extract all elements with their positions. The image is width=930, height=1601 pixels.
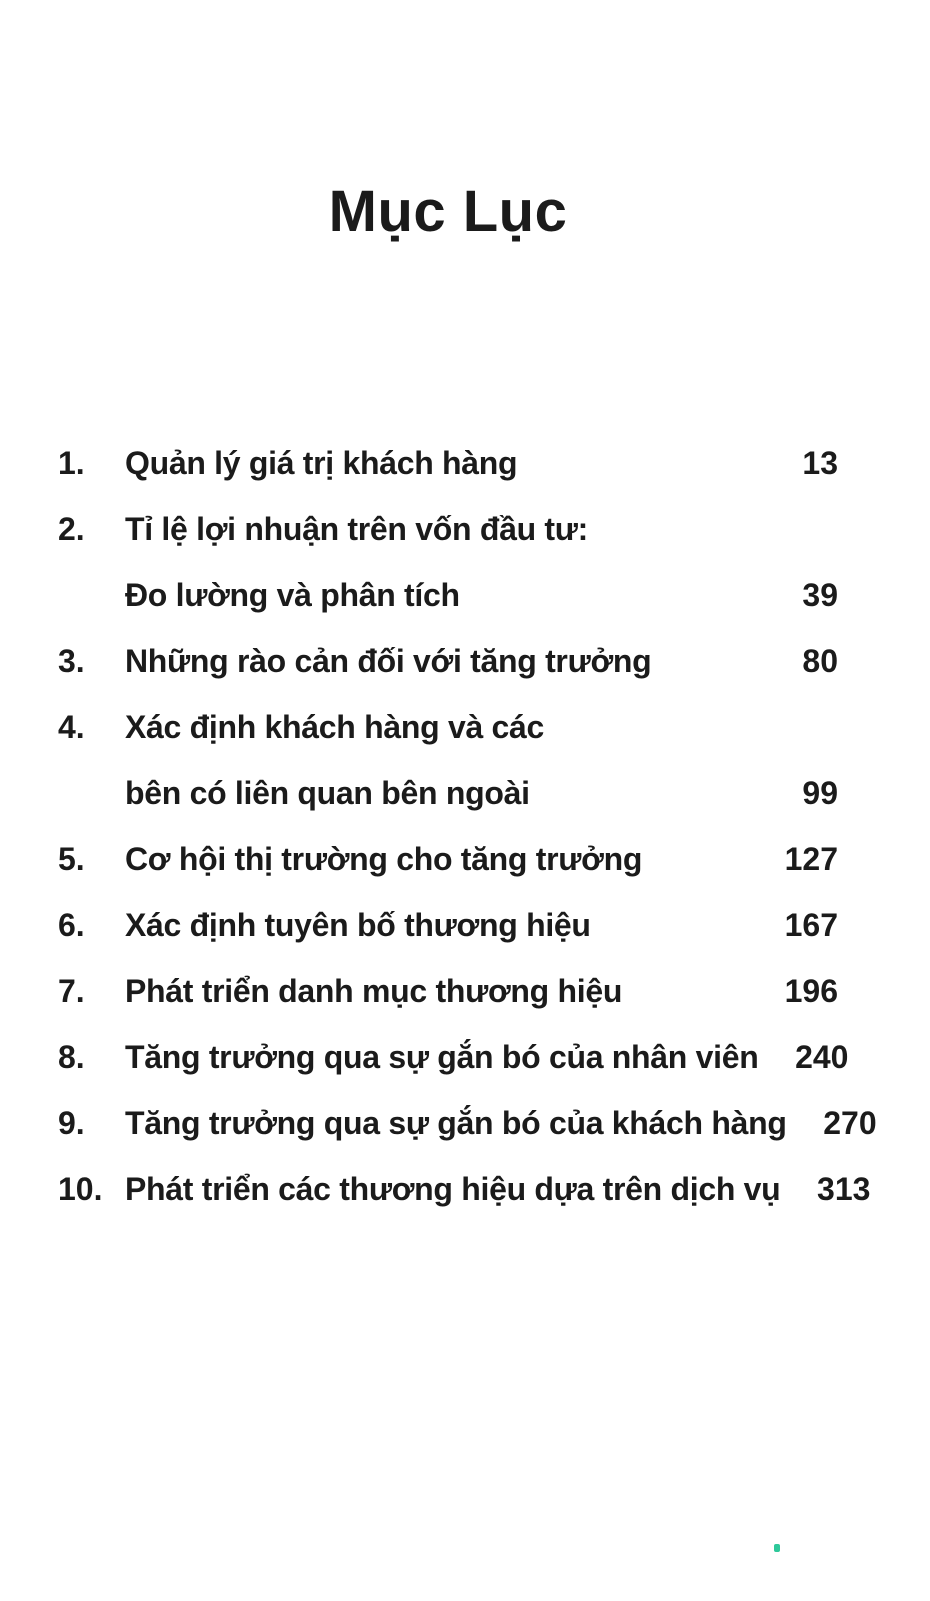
toc-entry-title: Cơ hội thị trường cho tăng trưởng xyxy=(125,841,643,877)
toc-row xyxy=(58,760,838,826)
toc-entry-number: 1. xyxy=(58,445,85,481)
toc-entry-page: 80 xyxy=(802,643,838,679)
toc-row xyxy=(58,496,838,562)
toc-entry-page: 313 xyxy=(817,1171,871,1207)
toc-row xyxy=(58,1024,849,1090)
toc-entry-title: Xác định khách hàng và các xyxy=(125,709,545,745)
toc-entry-number: 2. xyxy=(58,511,85,547)
toc-entry-page: 99 xyxy=(802,775,838,811)
toc-row xyxy=(58,628,838,694)
toc-entry-title: Tăng trưởng qua sự gắn bó của nhân viên xyxy=(125,1039,759,1075)
toc-entry-title: Quản lý giá trị khách hàng xyxy=(125,445,518,481)
toc-entry-title: Xác định tuyên bố thương hiệu xyxy=(125,907,591,943)
toc-entry-page: 39 xyxy=(802,577,838,613)
page-title: Mục Lục xyxy=(328,179,568,244)
toc-entry-page: 13 xyxy=(802,445,838,481)
toc-entry-page: 196 xyxy=(784,973,838,1009)
toc-entry-title: Những rào cản đối với tăng trưởng xyxy=(125,643,652,679)
toc-row xyxy=(58,958,838,1024)
scan-speck xyxy=(774,1544,780,1552)
toc-entry-number: 7. xyxy=(58,973,85,1009)
toc-row xyxy=(58,694,838,760)
toc-entry-title: Đo lường và phân tích xyxy=(125,577,460,613)
toc-entry-page xyxy=(748,496,838,562)
toc-entry-page: 127 xyxy=(784,841,838,877)
toc-entry-title: Phát triển danh mục thương hiệu xyxy=(125,973,623,1009)
toc-entry-number: 5. xyxy=(58,841,85,877)
toc-row xyxy=(58,562,838,628)
toc-entry-number: 8. xyxy=(58,1039,85,1075)
toc-row xyxy=(58,892,838,958)
toc-entry-title: Tăng trưởng qua sự gắn bó của khách hàng xyxy=(125,1105,787,1141)
toc-entry-page: 167 xyxy=(784,907,838,943)
toc-entry-number: 6. xyxy=(58,907,85,943)
toc-entry-number: 10. xyxy=(58,1171,103,1207)
toc-entry-title: Tỉ lệ lợi nhuận trên vốn đầu tư: xyxy=(125,511,588,547)
toc-entry-number: 3. xyxy=(58,643,85,679)
toc-row xyxy=(58,1156,871,1222)
toc-entry-number xyxy=(58,760,125,826)
toc-entry-title: bên có liên quan bên ngoài xyxy=(125,775,530,811)
toc-row xyxy=(58,826,838,892)
toc-entry-page: 270 xyxy=(823,1105,877,1141)
toc-entry-page: 240 xyxy=(795,1039,849,1075)
toc-list xyxy=(58,430,877,1222)
toc-entry-title: Phát triển các thương hiệu dựa trên dịch vụ xyxy=(125,1171,781,1207)
toc-entry-number: 4. xyxy=(58,709,85,745)
toc-row xyxy=(58,1090,877,1156)
toc-entry-number xyxy=(58,562,125,628)
toc-entry-number: 9. xyxy=(58,1105,85,1141)
toc-entry-page xyxy=(748,694,838,760)
toc-row xyxy=(58,430,838,496)
